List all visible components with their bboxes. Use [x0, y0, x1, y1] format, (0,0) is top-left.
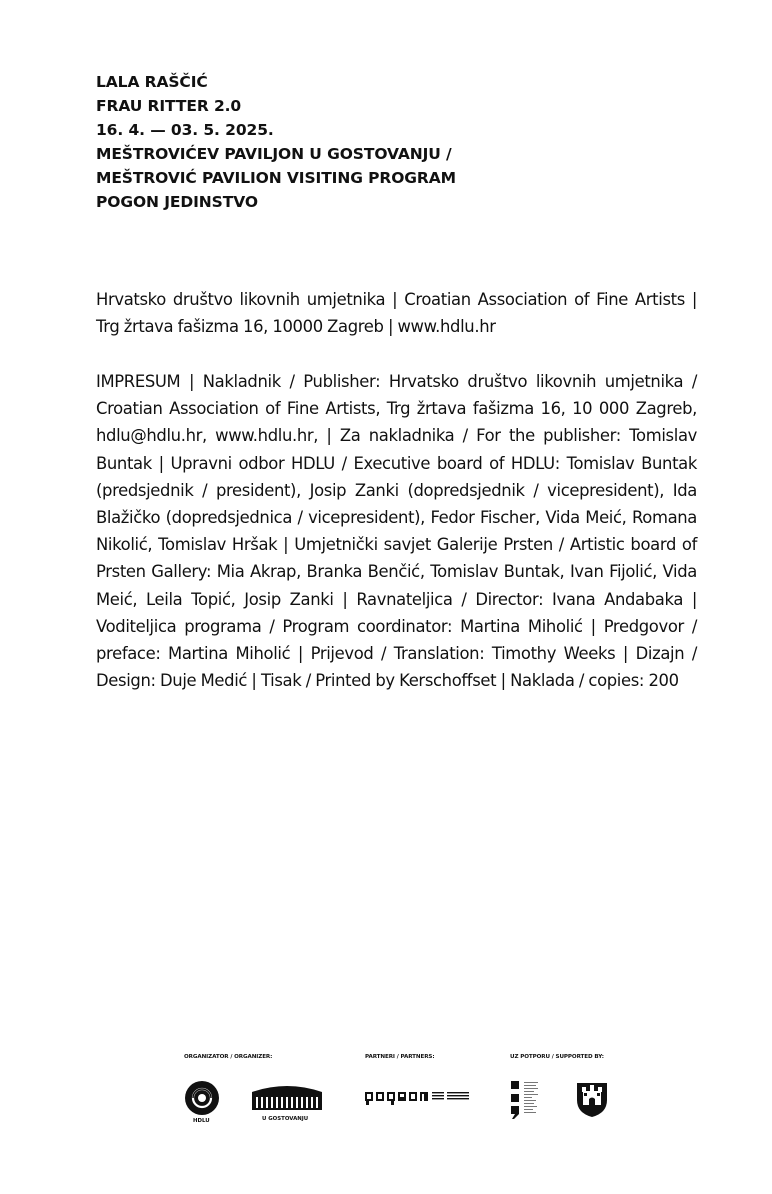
venue-name: POGON JEDINSTVO	[96, 193, 258, 211]
zagreb-coat-of-arms-icon	[575, 1080, 609, 1118]
pogon-logo	[365, 1090, 471, 1106]
colophon-heading	[96, 70, 456, 214]
impressum-paragraph: IMPRESUM | Nakladnik / Publisher: Hrvatsko društvo likovnih umjetnika / Croatian Association of Fine Artists, Trg žrtava fašizma 16, 10 000 Zagreb, hdlu@hdlu.hr, www.hdlu.hr, | Za nakladnika / For the publisher: Tomislav Buntak | Upravni odbor HDLU / Executive board of HDLU: Tomislav Buntak (predsjednik / president), Josip Zanki (dopredsjednik / vicepresident), Ida Blažičko (dopredsjednica / vicepresident), Fedor Fischer, Vida Meić, Romana Nikolić, Tomislav Hršak | Umjetnički savjet Galerije Prsten / Artistic board of Prsten Gallery: Mia Akrap, Branka Benčić, Tomislav Buntak, Ivan Fijolić, Vida Meić, Leila Topić, Josip Zanki | Ravnateljica / Director: Ivana Andabaka | Voditeljica programa / Program coordinator: Martina Miholić | Predgovor / preface: Martina Miholić | Prijevod / Translation: Timothy Weeks | Dizajn / Design: Duje Medić | Tisak / Printed by Kerschoffset | Naklada / copies: 200	[96, 372, 697, 691]
gostovanju-caption: U GOSTOVANJU	[262, 1116, 309, 1122]
address-paragraph: Hrvatsko društvo likovnih umjetnika | Croatian Association of Fine Artists | Trg žrtava fašizma 16, 10000 Zagreb | www.hdlu.hr	[96, 290, 697, 337]
artist-name: LALA RAŠČIĆ	[96, 73, 208, 91]
program-name-hr: MEŠTROVIĆEV PAVILJON U GOSTOVANJU /	[96, 145, 452, 163]
kultura-nova-logo	[510, 1080, 546, 1120]
hdlu-logo	[184, 1080, 220, 1116]
partners-label: PARTNERI / PARTNERS:	[365, 1054, 435, 1060]
program-name-en: MEŠTROVIĆ PAVILION VISITING PROGRAM	[96, 169, 456, 187]
pavilion-logo	[250, 1082, 324, 1112]
organizer-label: ORGANIZATOR / ORGANIZER:	[184, 1054, 273, 1060]
hdlu-caption: HDLU	[193, 1118, 210, 1124]
exhibition-dates: 16. 4. — 03. 5. 2025.	[96, 121, 274, 139]
supported-label: UZ POTPORU / SUPPORTED BY:	[510, 1054, 604, 1060]
exhibition-title: FRAU RITTER 2.0	[96, 97, 242, 115]
